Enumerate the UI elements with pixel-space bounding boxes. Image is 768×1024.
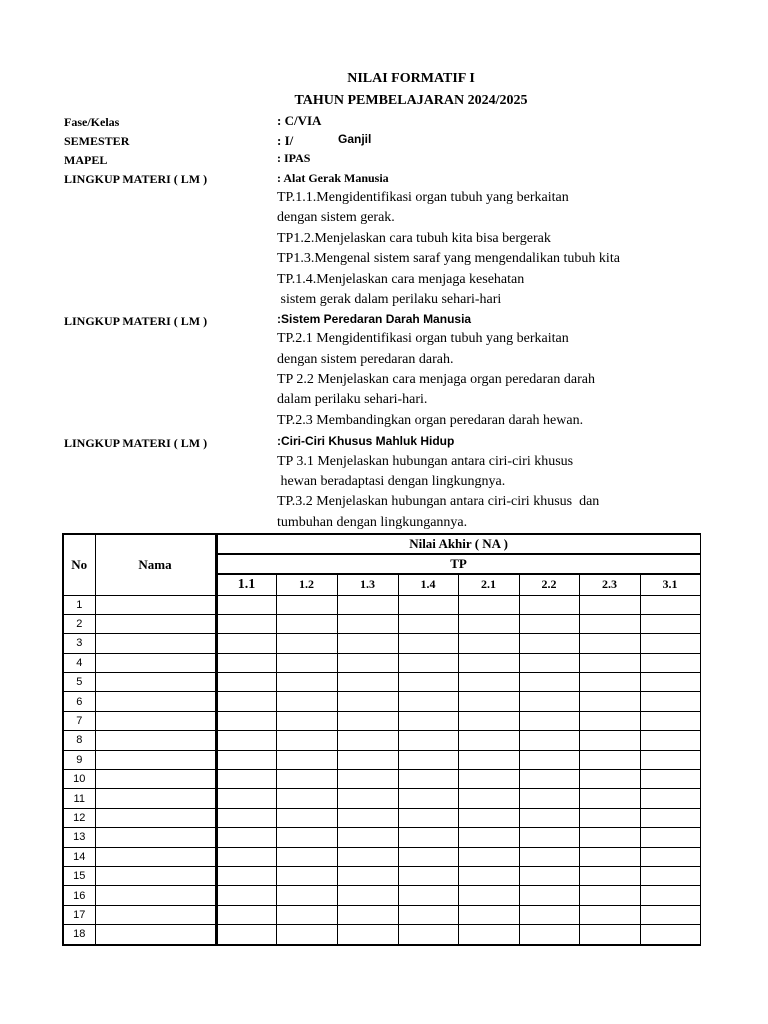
row-number: 1: [63, 595, 95, 614]
grade-cell[interactable]: [458, 770, 519, 789]
table-row: [63, 634, 700, 653]
tp-col-header: 1.3: [337, 574, 398, 595]
grade-cell[interactable]: [579, 750, 640, 769]
mapel-label: MAPEL: [64, 153, 108, 167]
grade-cell[interactable]: [276, 925, 337, 945]
grade-cell[interactable]: [579, 614, 640, 633]
grade-cell[interactable]: [398, 692, 458, 711]
row-number: 15: [63, 866, 95, 885]
grade-cell[interactable]: [458, 925, 519, 945]
table-row: [63, 595, 700, 614]
grade-cell[interactable]: [216, 750, 276, 769]
grade-cell[interactable]: [579, 886, 640, 905]
grade-cell[interactable]: [519, 828, 579, 847]
grade-cell[interactable]: [458, 653, 519, 672]
grade-cell[interactable]: [216, 866, 276, 885]
grade-cell[interactable]: [458, 634, 519, 653]
row-number: 13: [63, 828, 95, 847]
table-row: [63, 828, 700, 847]
grade-cell[interactable]: [337, 905, 398, 924]
grade-cell[interactable]: [458, 789, 519, 808]
grade-cell[interactable]: [337, 808, 398, 827]
row-number: 7: [63, 711, 95, 730]
grade-cell[interactable]: [458, 886, 519, 905]
nama-cell[interactable]: [95, 847, 216, 866]
grade-cell[interactable]: [337, 828, 398, 847]
table-row: [63, 905, 700, 924]
fase-label: Fase/Kelas: [64, 115, 120, 129]
lm3-line: TP.3.2 Menjelaskan hubungan antara ciri-ciri khusus dan: [277, 494, 600, 509]
row-number: 5: [63, 673, 95, 692]
grade-cell[interactable]: [337, 653, 398, 672]
grade-cell[interactable]: [579, 595, 640, 614]
grade-cell[interactable]: [519, 770, 579, 789]
table-row: [63, 731, 700, 750]
lm2-line: dalam perilaku sehari-hari.: [277, 392, 428, 407]
grade-cell[interactable]: [458, 595, 519, 614]
lm3-label: LINGKUP MATERI ( LM ): [64, 436, 208, 450]
grade-cell[interactable]: [276, 614, 337, 633]
grade-cell[interactable]: [216, 789, 276, 808]
grade-cell[interactable]: [519, 692, 579, 711]
grade-cell[interactable]: [337, 866, 398, 885]
grade-cell[interactable]: [579, 711, 640, 730]
grade-cell[interactable]: [640, 828, 700, 847]
table-row: [63, 750, 700, 769]
tp-col-header: 1.1: [216, 574, 276, 595]
grade-cell[interactable]: [579, 731, 640, 750]
grade-cell[interactable]: [398, 634, 458, 653]
grade-cell[interactable]: [276, 653, 337, 672]
grade-cell[interactable]: [216, 905, 276, 924]
grade-cell[interactable]: [579, 925, 640, 945]
grade-cell[interactable]: [398, 847, 458, 866]
grade-cell[interactable]: [519, 905, 579, 924]
grade-cell[interactable]: [398, 711, 458, 730]
lm1-line: sistem gerak dalam perilaku sehari-hari: [277, 292, 502, 307]
grade-cell[interactable]: [216, 711, 276, 730]
grade-cell[interactable]: [398, 770, 458, 789]
table-row: [63, 925, 700, 945]
lm3-line: TP 3.1 Menjelaskan hubungan antara ciri-ciri khusus: [277, 454, 574, 469]
grade-cell[interactable]: [276, 808, 337, 827]
grade-cell[interactable]: [519, 886, 579, 905]
grade-cell[interactable]: [579, 673, 640, 692]
grade-cell[interactable]: [337, 692, 398, 711]
nilai-akhir-header: Nilai Akhir ( NA ): [216, 534, 700, 554]
tp-col-header: 2.3: [579, 574, 640, 595]
row-number: 8: [63, 731, 95, 750]
table-row: [63, 653, 700, 672]
grade-cell[interactable]: [398, 905, 458, 924]
table-row: [63, 847, 700, 866]
nama-cell[interactable]: [95, 770, 216, 789]
semester-label: SEMESTER: [64, 134, 130, 148]
grade-cell[interactable]: [519, 673, 579, 692]
row-number: 2: [63, 614, 95, 633]
grade-cell[interactable]: [276, 673, 337, 692]
grade-cell[interactable]: [640, 789, 700, 808]
table-row: [63, 673, 700, 692]
grade-cell[interactable]: [216, 770, 276, 789]
tp-col-header: 2.1: [458, 574, 519, 595]
grades-table: [62, 533, 701, 946]
grade-cell[interactable]: [398, 886, 458, 905]
lm1-line: TP.1.1.Mengidentifikasi organ tubuh yang berkaitan: [277, 190, 569, 205]
grade-cell[interactable]: [640, 886, 700, 905]
grade-cell[interactable]: [276, 770, 337, 789]
grade-cell[interactable]: [337, 673, 398, 692]
lm3-line: hewan beradaptasi dengan lingkungnya.: [277, 474, 506, 489]
lm2-label: LINGKUP MATERI ( LM ): [64, 314, 208, 328]
lm1-line: dengan sistem gerak.: [277, 210, 395, 225]
grade-cell[interactable]: [398, 614, 458, 633]
row-number: 10: [63, 770, 95, 789]
grade-cell[interactable]: [640, 770, 700, 789]
nama-header: Nama: [95, 534, 216, 595]
grade-cell[interactable]: [579, 866, 640, 885]
lm2-line: dengan sistem peredaran darah.: [277, 352, 454, 367]
row-number: 4: [63, 653, 95, 672]
tp-col-header: 1.2: [276, 574, 337, 595]
grade-cell[interactable]: [337, 886, 398, 905]
grade-cell[interactable]: [216, 653, 276, 672]
grade-cell[interactable]: [640, 692, 700, 711]
grade-cell[interactable]: [398, 653, 458, 672]
grade-cell[interactable]: [640, 847, 700, 866]
grade-cell[interactable]: [640, 905, 700, 924]
grade-cell[interactable]: [337, 847, 398, 866]
grade-cell[interactable]: [579, 634, 640, 653]
grade-cell[interactable]: [519, 808, 579, 827]
grade-cell[interactable]: [216, 808, 276, 827]
grade-cell[interactable]: [216, 634, 276, 653]
row-number: 3: [63, 634, 95, 653]
nama-cell[interactable]: [95, 653, 216, 672]
mapel-value: : IPAS: [277, 151, 311, 165]
grade-cell[interactable]: [398, 808, 458, 827]
grade-cell[interactable]: [398, 789, 458, 808]
row-number: 14: [63, 847, 95, 866]
grade-cell[interactable]: [640, 808, 700, 827]
nama-cell[interactable]: [95, 731, 216, 750]
table-row: [63, 866, 700, 885]
grade-cell[interactable]: [276, 847, 337, 866]
grade-cell[interactable]: [337, 770, 398, 789]
academic-year: TAHUN PEMBELAJARAN 2024/2025: [294, 93, 528, 108]
grade-cell[interactable]: [519, 925, 579, 945]
grade-cell[interactable]: [519, 731, 579, 750]
nama-cell[interactable]: [95, 866, 216, 885]
grade-cell[interactable]: [458, 692, 519, 711]
grade-cell[interactable]: [640, 614, 700, 633]
lm1-value: : Alat Gerak Manusia: [277, 171, 389, 185]
row-number: 6: [63, 692, 95, 711]
grade-cell[interactable]: [398, 866, 458, 885]
row-number: 9: [63, 750, 95, 769]
grade-cell[interactable]: [398, 750, 458, 769]
grade-cell[interactable]: [640, 673, 700, 692]
grade-cell[interactable]: [519, 789, 579, 808]
grade-cell[interactable]: [579, 692, 640, 711]
fase-value: : C/VIA: [277, 113, 322, 128]
grade-cell[interactable]: [579, 770, 640, 789]
grade-cell[interactable]: [398, 673, 458, 692]
grade-cell[interactable]: [216, 828, 276, 847]
grade-cell[interactable]: [458, 905, 519, 924]
row-number: 12: [63, 808, 95, 827]
nama-cell[interactable]: [95, 634, 216, 653]
grade-cell[interactable]: [458, 847, 519, 866]
nama-cell[interactable]: [95, 789, 216, 808]
grade-cell[interactable]: [640, 925, 700, 945]
grade-cell[interactable]: [337, 789, 398, 808]
row-number: 18: [63, 925, 95, 945]
grade-cell[interactable]: [276, 595, 337, 614]
nama-cell[interactable]: [95, 614, 216, 633]
grade-cell[interactable]: [216, 886, 276, 905]
grade-cell[interactable]: [458, 614, 519, 633]
lm3-line: tumbuhan dengan lingkungannya.: [277, 515, 468, 530]
grade-cell[interactable]: [276, 828, 337, 847]
nama-cell[interactable]: [95, 595, 216, 614]
form-title: NILAI FORMATIF I: [347, 71, 475, 86]
grade-cell[interactable]: [519, 711, 579, 730]
grade-cell[interactable]: [519, 634, 579, 653]
grade-cell[interactable]: [398, 731, 458, 750]
grade-cell[interactable]: [216, 925, 276, 945]
nama-cell[interactable]: [95, 711, 216, 730]
nama-cell[interactable]: [95, 750, 216, 769]
grade-cell[interactable]: [337, 595, 398, 614]
table-row: [63, 614, 700, 633]
lm2-line: TP.2.3 Membandingkan organ peredaran darah hewan.: [277, 413, 584, 428]
lm2-line: TP 2.2 Menjelaskan cara menjaga organ peredaran darah: [277, 372, 595, 387]
table-row: [63, 770, 700, 789]
grade-cell[interactable]: [337, 711, 398, 730]
grade-cell[interactable]: [519, 750, 579, 769]
grade-cell[interactable]: [337, 634, 398, 653]
table-row: [63, 808, 700, 827]
grade-cell[interactable]: [398, 828, 458, 847]
grade-cell[interactable]: [337, 614, 398, 633]
semester-value: : I/: [277, 133, 294, 148]
grade-cell[interactable]: [579, 808, 640, 827]
tp-col-header: 3.1: [640, 574, 700, 595]
grade-cell[interactable]: [458, 828, 519, 847]
table-row: [63, 789, 700, 808]
lm1-line: TP1.2.Menjelaskan cara tubuh kita bisa bergerak: [277, 231, 551, 246]
grade-cell[interactable]: [216, 692, 276, 711]
grade-cell[interactable]: [337, 750, 398, 769]
grade-cell[interactable]: [458, 731, 519, 750]
row-number: 17: [63, 905, 95, 924]
grade-cell[interactable]: [640, 731, 700, 750]
grade-cell[interactable]: [519, 847, 579, 866]
grade-cell[interactable]: [458, 750, 519, 769]
grade-cell[interactable]: [276, 905, 337, 924]
grade-cell[interactable]: [276, 711, 337, 730]
grade-cell[interactable]: [579, 847, 640, 866]
grade-cell[interactable]: [276, 886, 337, 905]
grade-cell[interactable]: [276, 692, 337, 711]
tp-col-header: 1.4: [398, 574, 458, 595]
nama-cell[interactable]: [95, 673, 216, 692]
grade-cell[interactable]: [579, 905, 640, 924]
grade-cell[interactable]: [458, 808, 519, 827]
grade-cell[interactable]: [276, 866, 337, 885]
table-row: [63, 711, 700, 730]
semester-note: Ganjil: [338, 132, 372, 146]
grade-cell[interactable]: [640, 711, 700, 730]
nama-cell[interactable]: [95, 828, 216, 847]
grade-cell[interactable]: [519, 614, 579, 633]
grade-cell[interactable]: [337, 925, 398, 945]
nama-cell[interactable]: [95, 925, 216, 945]
grade-cell[interactable]: [216, 614, 276, 633]
grade-rows: [63, 595, 700, 945]
grade-cell[interactable]: [579, 828, 640, 847]
grade-cell[interactable]: [216, 595, 276, 614]
grade-cell[interactable]: [579, 653, 640, 672]
lm1-label: LINGKUP MATERI ( LM ): [64, 172, 208, 186]
table-row: [63, 692, 700, 711]
grade-cell[interactable]: [640, 634, 700, 653]
tp-header: TP: [216, 554, 700, 574]
grade-cell[interactable]: [640, 595, 700, 614]
grade-cell[interactable]: [398, 925, 458, 945]
grade-cell[interactable]: [640, 866, 700, 885]
lm3-value: :Ciri-Ciri Khusus Mahluk Hidup: [277, 434, 455, 448]
grade-cell[interactable]: [458, 711, 519, 730]
grade-cell[interactable]: [216, 847, 276, 866]
no-header: No: [63, 534, 95, 595]
lm2-value: :Sistem Peredaran Darah Manusia: [277, 312, 472, 326]
row-number: 16: [63, 886, 95, 905]
nama-cell[interactable]: [95, 808, 216, 827]
table-row: [63, 886, 700, 905]
grade-cell[interactable]: [337, 731, 398, 750]
lm1-line: TP.1.4.Menjelaskan cara menjaga kesehatan: [277, 272, 525, 287]
grade-cell[interactable]: [216, 731, 276, 750]
nama-cell[interactable]: [95, 905, 216, 924]
grade-cell[interactable]: [579, 789, 640, 808]
grade-cell[interactable]: [640, 653, 700, 672]
grade-cell[interactable]: [640, 750, 700, 769]
lm2-line: TP.2.1 Mengidentifikasi organ tubuh yang berkaitan: [277, 331, 569, 346]
grade-cell[interactable]: [216, 673, 276, 692]
grade-cell[interactable]: [276, 750, 337, 769]
grade-cell[interactable]: [519, 653, 579, 672]
grade-cell[interactable]: [276, 731, 337, 750]
lm1-line: TP1.3.Mengenal sistem saraf yang mengendalikan tubuh kita: [277, 251, 620, 266]
nama-cell[interactable]: [95, 692, 216, 711]
grade-cell[interactable]: [276, 634, 337, 653]
grade-cell[interactable]: [398, 595, 458, 614]
grade-cell[interactable]: [519, 595, 579, 614]
grade-cell[interactable]: [458, 866, 519, 885]
grade-cell[interactable]: [276, 789, 337, 808]
grade-cell[interactable]: [519, 866, 579, 885]
nama-cell[interactable]: [95, 886, 216, 905]
tp-col-header: 2.2: [519, 574, 579, 595]
row-number: 11: [63, 789, 95, 808]
grade-cell[interactable]: [458, 673, 519, 692]
